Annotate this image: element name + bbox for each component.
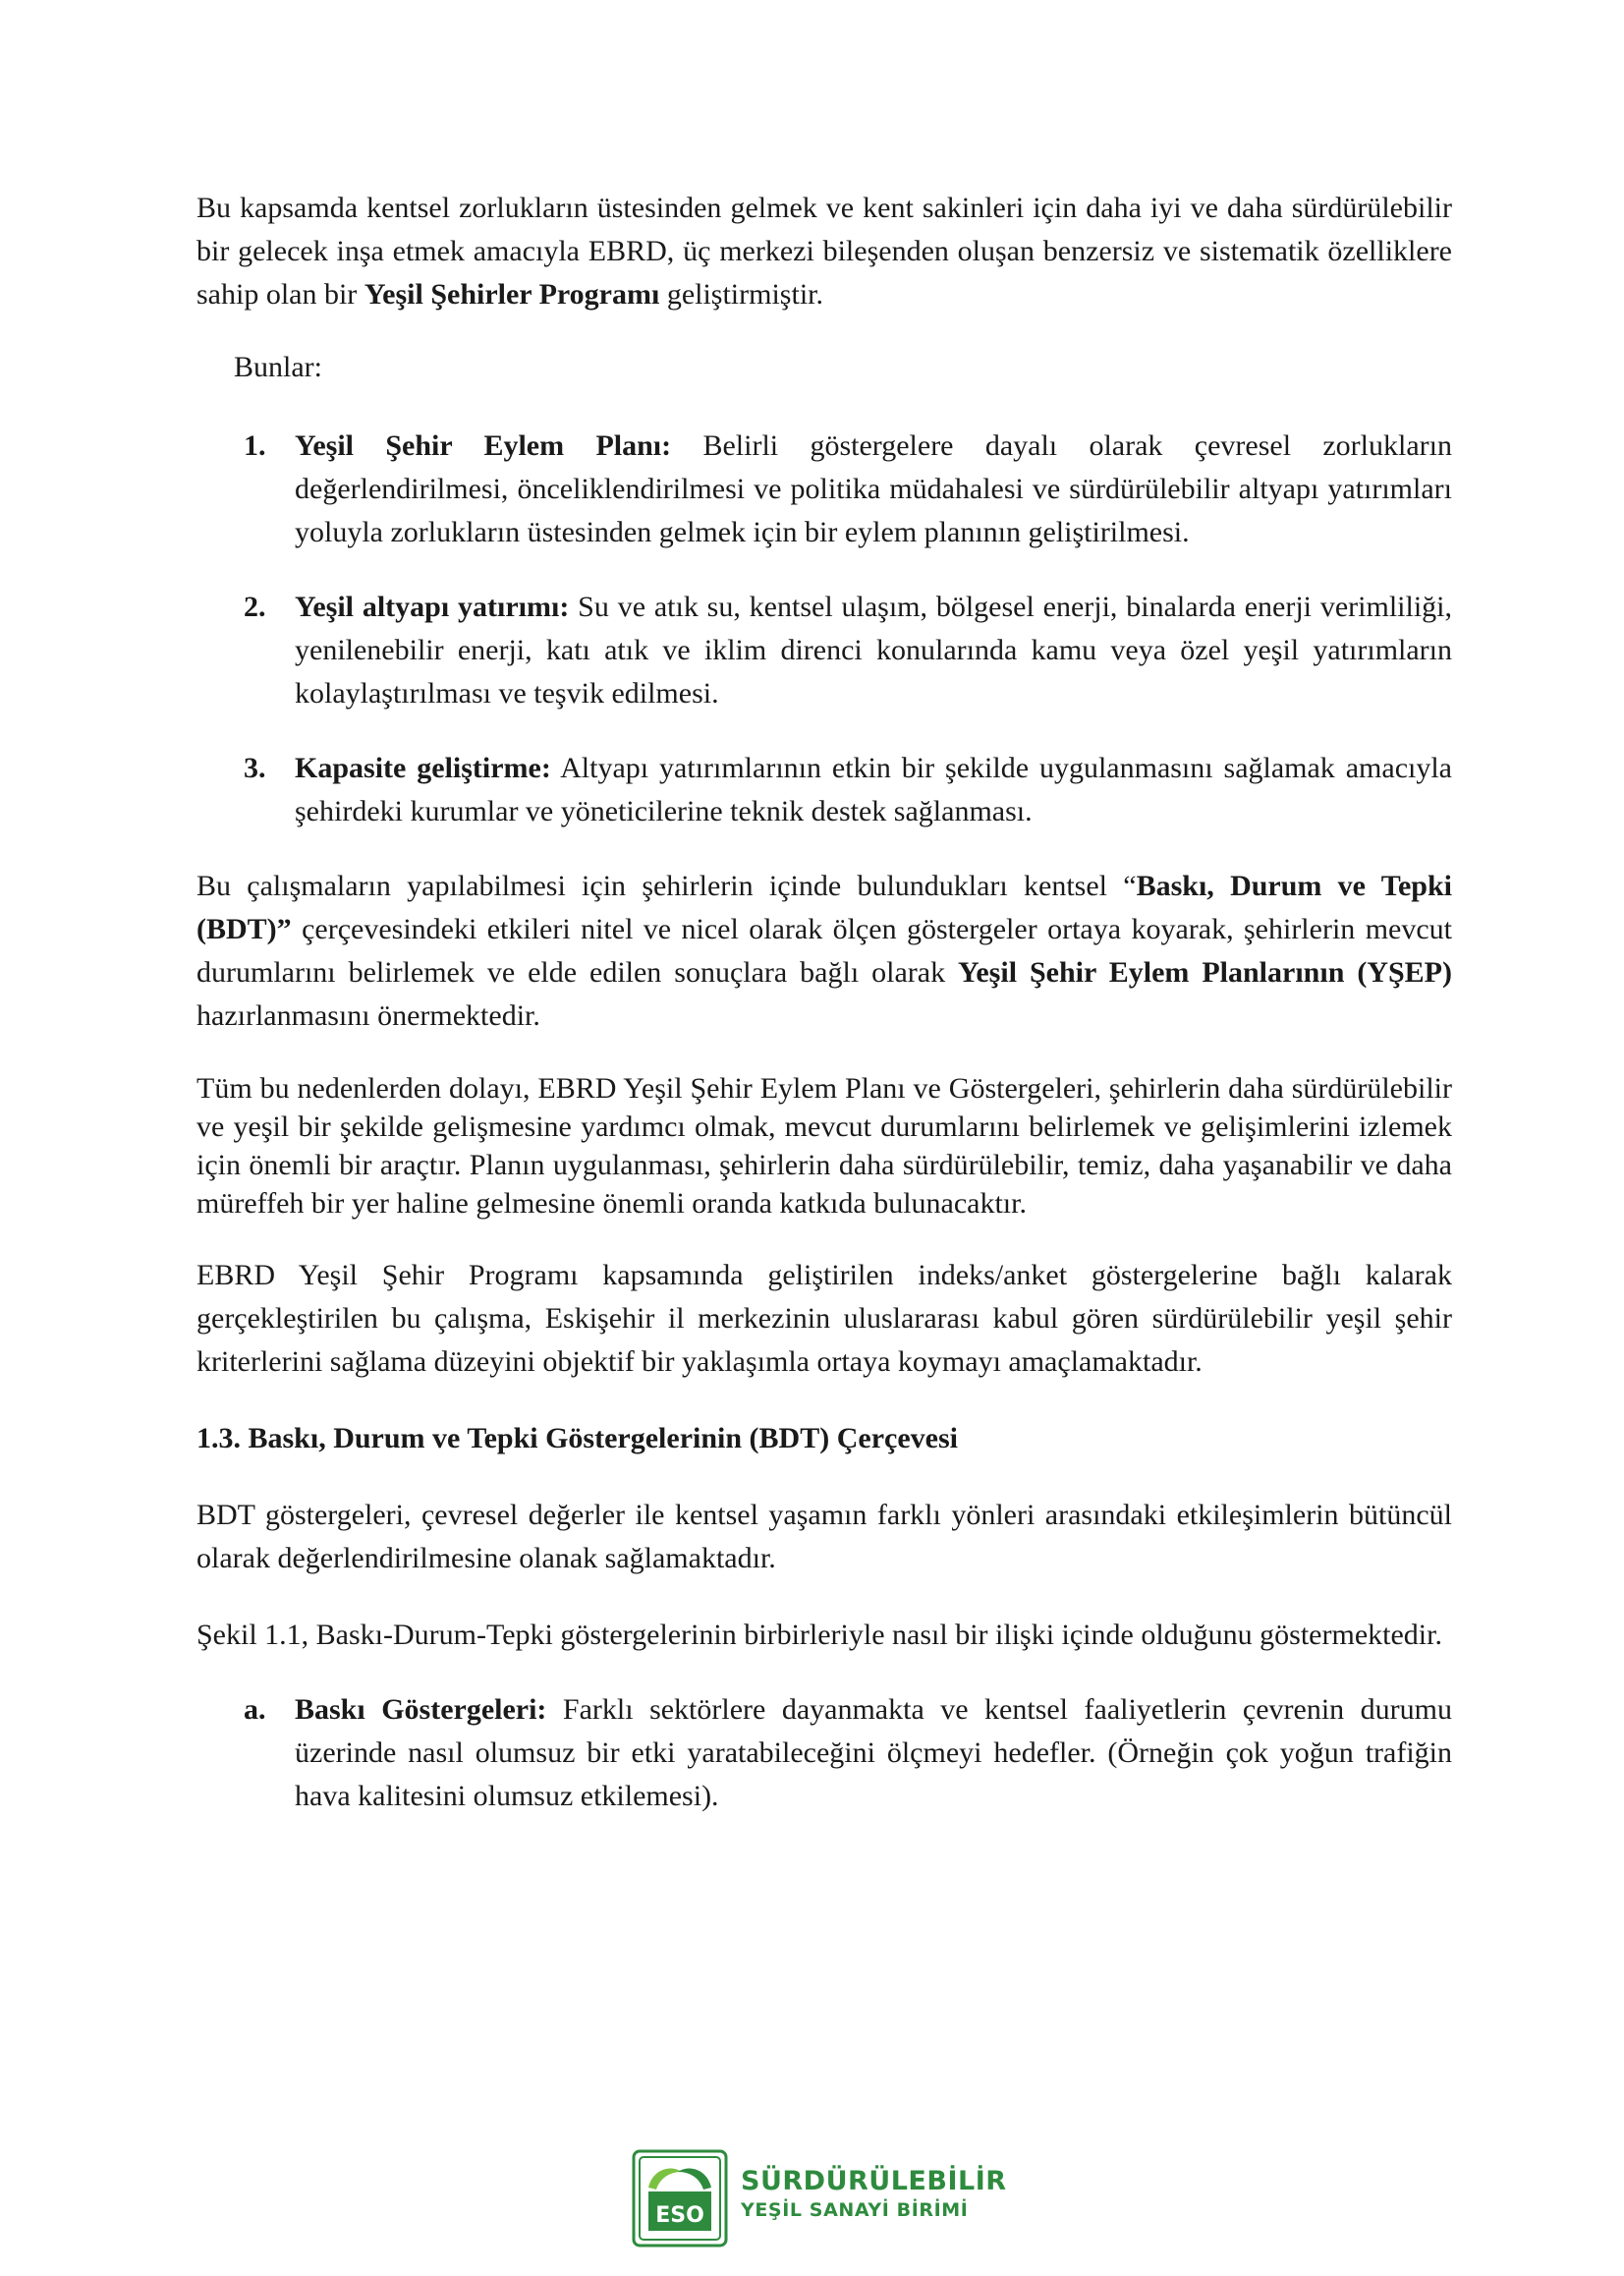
eso-logo-mark [631,2148,729,2248]
tum-paragraph: Tüm bu nedenlerden dolayı, EBRD Yeşil Şehir Eylem Planı ve Göstergeleri, şehirlerin daha sürdürülebilir ve yeşil bir şekilde gelişmesine yardımcı olmak, mevcut durumlarını belirlemek ve gelişimlerini izlemek için önemli bir araçtır. Planın uygulanması, şehirlerin daha sürdürülebilir, temiz, daha yaşanabilir ve daha müreffeh bir yer haline gelmesine önemli oranda katkıda bulunacaktır. [196,1072,1452,1220]
logo-mark-text: ESO [655,2203,704,2228]
list-item-title: Yeşil altyapı yatırımı: [295,591,570,623]
list-item-text: Farklı sektörlere dayanmakta ve kentsel faaliyetlerin çevrenin durumu üzerinde nasıl olumsuz bir etki yaratabileceğini ölçmeyi hedefler. (Örneğin çok yoğun trafiğin hava kalitesini olumsuz etkilemesi). [295,1693,1452,1812]
bdt-bold: Yeşil Şehir Eylem Planlarının (YŞEP) [958,956,1452,989]
intro-text: Bu kapsamda kentsel zorlukların üstesinden gelmek ve kent sakinleri için daha iyi ve daha sürdürülebilir bir gelecek inşa etmek amacıyla EBRD, üç merkezi bileşenden oluşan benzersiz ve sistematik özelliklere sahip olan bir [196,192,1452,311]
list-item-title: Kapasite geliştirme: [295,752,551,784]
figure-reference-paragraph: Şekil 1.1, Baskı-Durum-Tepki göstergelerinin birbirleriyle nasıl bir ilişki içinde olduğunu göstermektedir. [196,1619,1442,1651]
intro-text-end: geliştirmiştir. [659,278,823,311]
eso-logo [631,2148,1007,2252]
document-body [196,187,1452,1849]
section-heading: 1.3. Baskı, Durum ve Tepki Göstergelerinin (BDT) Çerçevesi [196,1422,958,1454]
bdt-indicators-paragraph: BDT göstergeleri, çevresel değerler ile kentsel yaşamın farklı yönleri arasındaki etkileşimlerin bütüncül olarak değerlendirilmesine olanak sağlamaktadır. [196,1499,1452,1574]
bdt-text: çerçevesindeki etkileri nitel ve nicel olarak ölçen göstergeler ortaya koyarak, şehirlerin mevcut durumlarını belirlemek ve elde edilen sonuçlara bağlı olarak [196,913,1452,989]
logo-line1: SÜRDÜRÜLEBİLİR [741,2166,1007,2196]
list-item-title: Yeşil Şehir Eylem Planı: [295,429,672,462]
list-item [196,586,1452,715]
bdt-bold: Baskı, Durum ve Tepki (BDT)” [196,870,1453,945]
intro-paragraph [196,187,1452,316]
list-item-text: Belirli göstergelere dayalı olarak çevresel zorlukların değerlendirilmesi, önceliklendirilmesi ve politika müdahalesi ve sürdürülebilir altyapı yatırımları yoluyla zorlukların üstesinden gelmek için bir eylem planının geliştirilmesi. [295,429,1452,548]
bunlar-label: Bunlar: [234,351,322,383]
list-number: 2. [244,591,266,623]
ebrd-paragraph: EBRD Yeşil Şehir Programı kapsamında geliştirilen indeks/anket göstergelerine bağlı kalarak gerçekleştirilen bu çalışma, Eskişehir il merkezinin uluslararası kabul gören sürdürülebilir yeşil şehir kriterlerini sağlama düzeyini objektif bir yaklaşımla ortaya koymayı amaçlamaktadır. [196,1259,1452,1378]
list-item [196,1688,1452,1818]
list-item-title: Baskı Göstergeleri: [295,1693,547,1726]
list-item-text: Altyapı yatırımlarının etkin bir şekilde uygulanmasını sağlamak amacıyla şehirdeki kurumlar ve yöneticilerine teknik destek sağlanması. [295,752,1452,827]
logo-line2: YEŞİL SANAYİ BİRİMİ [741,2199,969,2221]
list-number: 3. [244,752,266,784]
list-letter: a. [244,1693,266,1726]
components-list [196,425,1452,833]
list-item [196,747,1452,833]
bdt-text: Bu çalışmaların yapılabilmesi için şehirlerin içinde bulundukları kentsel “ [196,870,1137,902]
intro-bold: Yeşil Şehirler Programı [364,278,660,311]
bdt-paragraph [196,865,1452,1038]
logo-text [741,2166,1007,2223]
list-item [196,425,1452,554]
list-item-text: Su ve atık su, kentsel ulaşım, bölgesel enerji, binalarda enerji verimliliği, yenilenebilir enerji, katı atık ve iklim direnci konularında kamu veya özel yeşil yatırımların kolaylaştırılması ve teşvik edilmesi. [295,591,1453,710]
list-number: 1. [244,429,266,462]
indicators-list [196,1688,1452,1818]
bdt-text: hazırlanmasını önermektedir. [196,999,540,1032]
